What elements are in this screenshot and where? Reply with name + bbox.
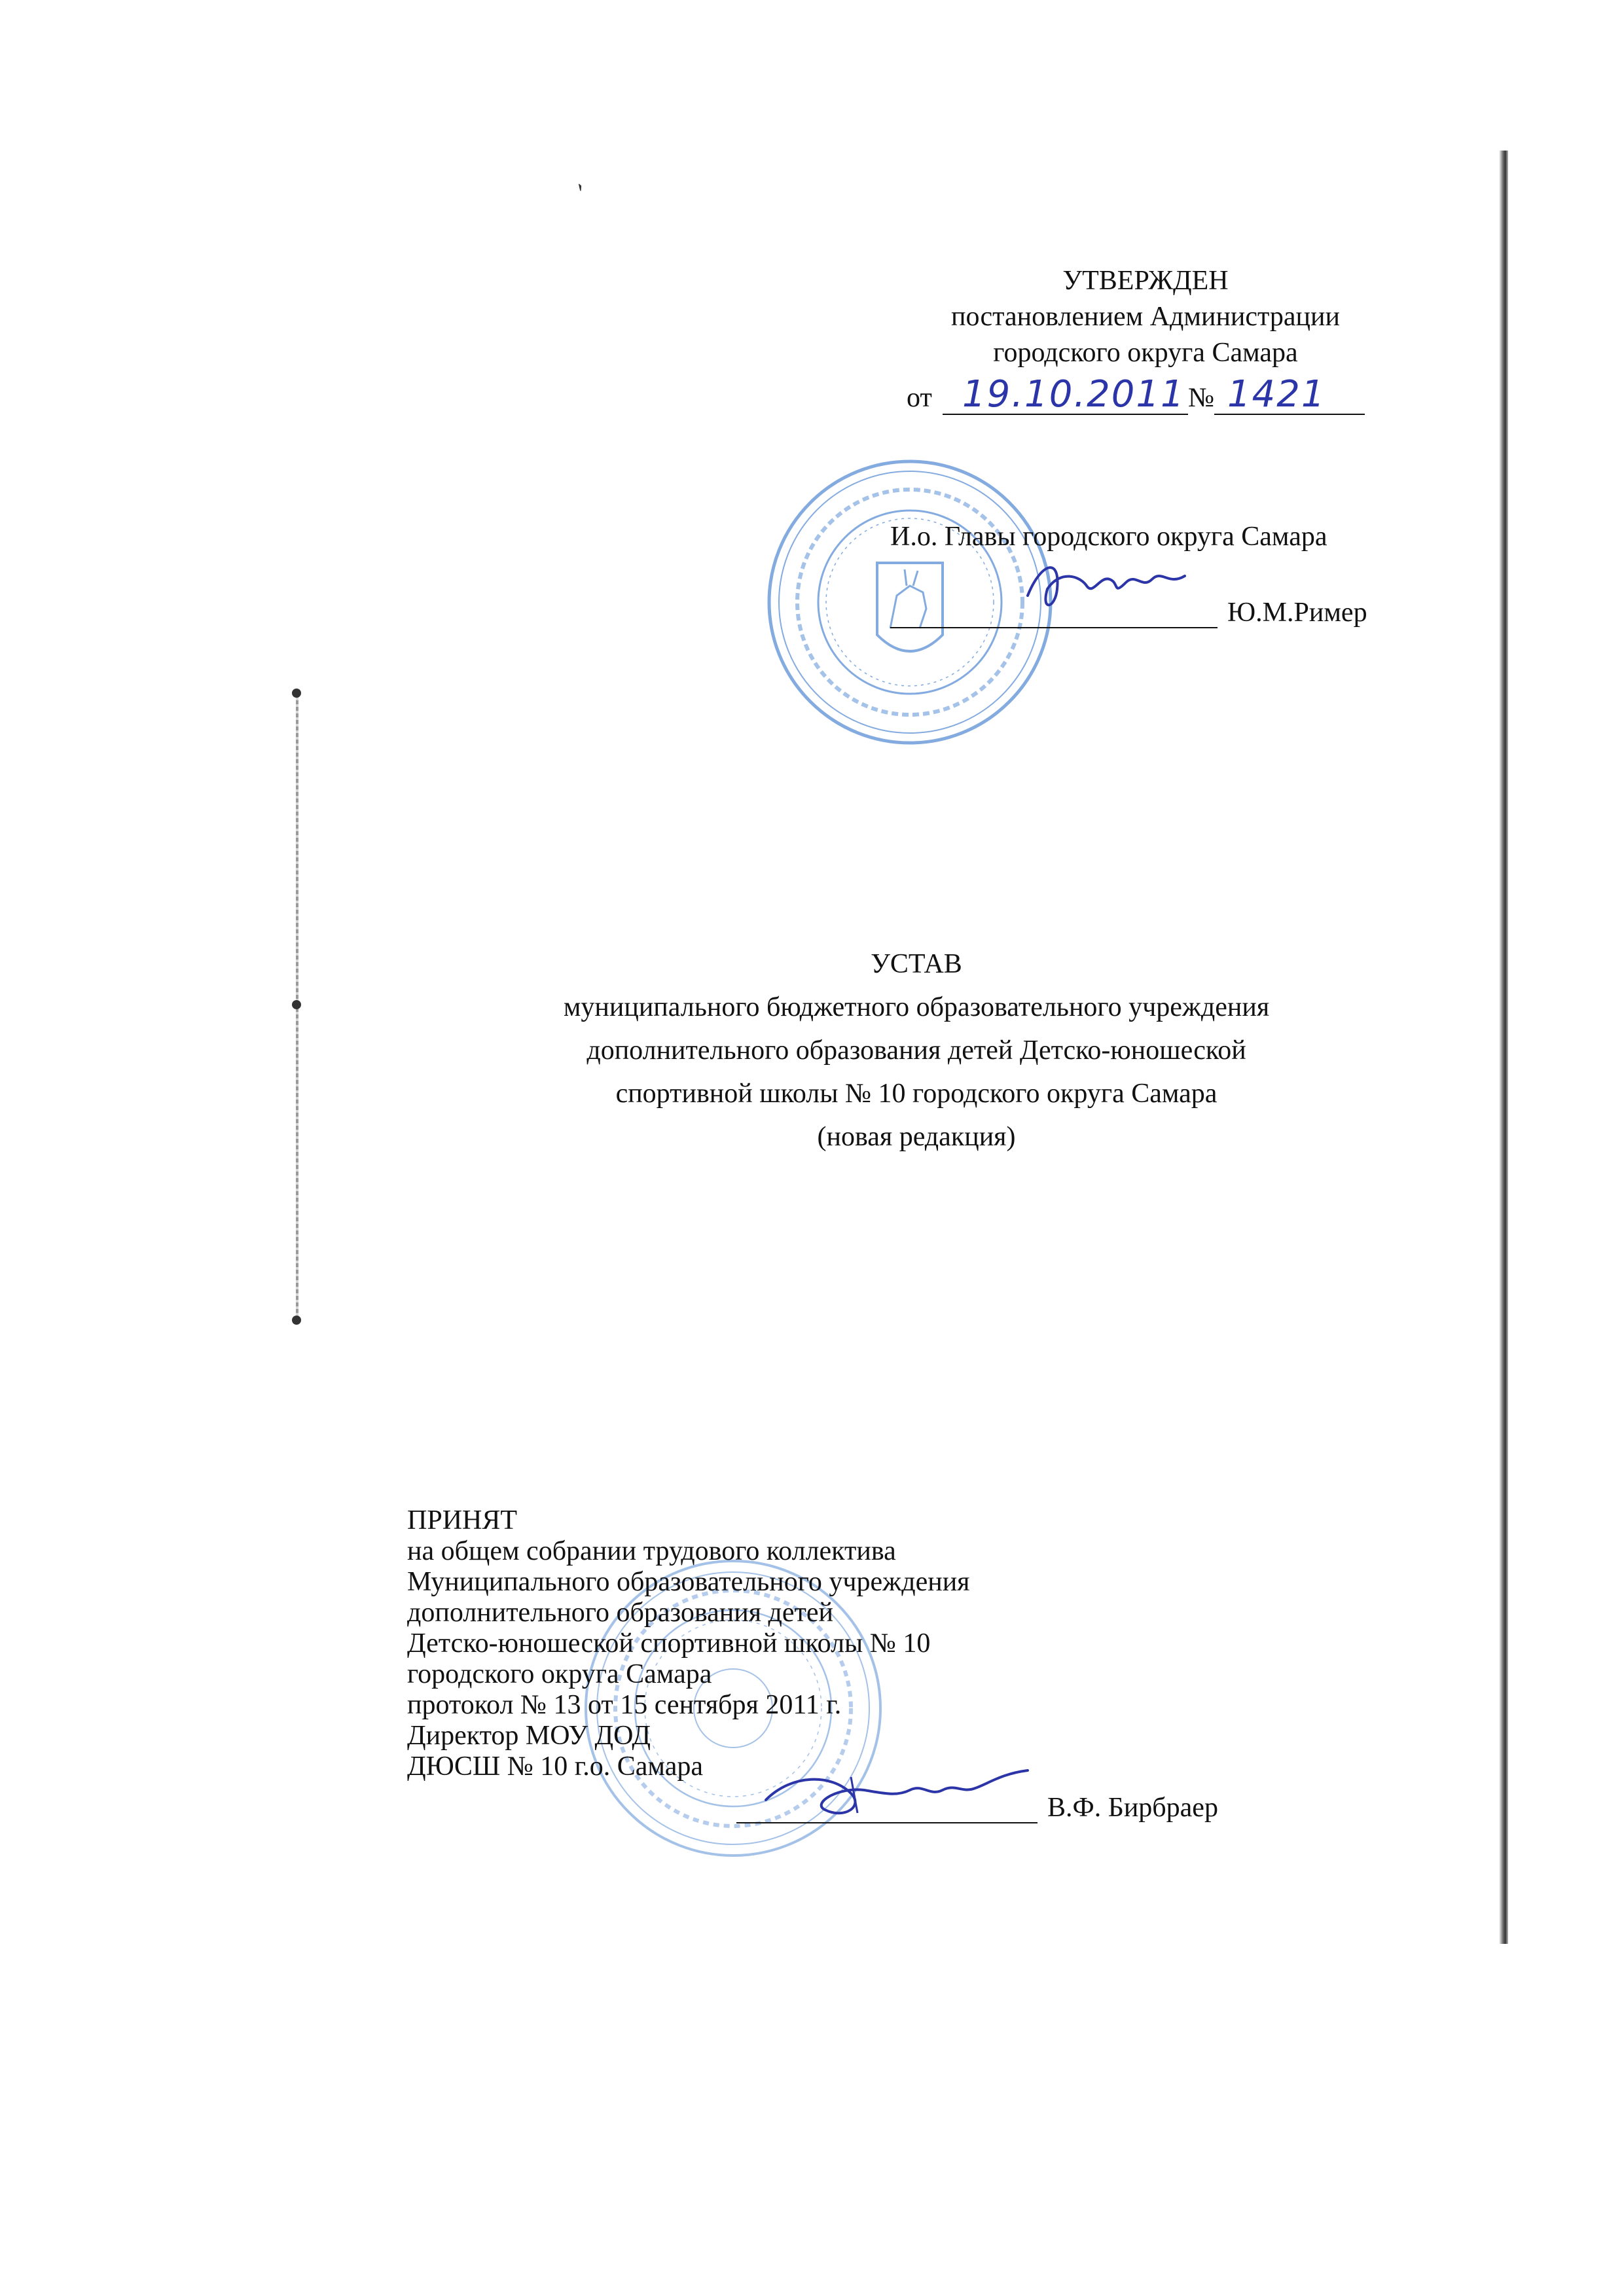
approval-line-1: постановлением Администрации: [951, 302, 1340, 332]
date-label: от: [907, 383, 932, 413]
charter-line-3: спортивной школы № 10 городского округа Самара: [615, 1079, 1218, 1109]
scan-mark: `: [560, 178, 589, 210]
charter-line-1: муниципального бюджетного образовательного учреждения: [563, 992, 1270, 1022]
charter-line-4: (новая редакция): [817, 1122, 1016, 1152]
signature-line-2: [736, 1822, 1038, 1823]
accepted-line: протокол № 13 от 15 сентября 2011 г.: [407, 1690, 842, 1720]
accepted-org-short: ДЮСШ № 10 г.о. Самара: [407, 1751, 703, 1782]
approval-date-line: [907, 373, 1365, 419]
charter-title: УСТАВ: [871, 949, 962, 979]
accepted-line: Детско-юношеской спортивной школы № 10: [407, 1628, 931, 1659]
accepted-line: Директор МОУ ДОД: [407, 1721, 651, 1751]
approval-heading: УТВЕРЖДЕН: [1062, 266, 1229, 296]
official-seal-stamp: [759, 452, 1060, 753]
accepted-line: на общем собрании трудового коллектива: [407, 1536, 896, 1566]
binding-knot-bottom: [292, 1316, 301, 1325]
accepted-line: городского округа Самара: [407, 1659, 712, 1689]
approval-line-2: городского округа Самара: [993, 338, 1298, 368]
signature-line-1: [890, 627, 1218, 628]
binding-knot-top: [292, 689, 301, 698]
binding-knot-middle: [292, 1000, 301, 1009]
handwritten-signature-1: [1021, 550, 1191, 622]
acting-head-title: И.о. Главы городского округа Самара: [890, 522, 1327, 552]
approval-block: [851, 263, 1440, 371]
signer-name-1: Ю.М.Ример: [1227, 598, 1367, 628]
accepted-line: Муниципального образовательного учреждения: [407, 1567, 970, 1597]
handwritten-number: 1421: [1227, 373, 1326, 416]
number-label: №: [1188, 383, 1215, 413]
handwritten-date: 19.10.2011: [962, 373, 1185, 416]
accepted-line: дополнительного образования детей: [407, 1598, 833, 1628]
scan-page-edge: [1499, 151, 1508, 1944]
accepted-heading: ПРИНЯТ: [407, 1505, 518, 1535]
charter-line-2: дополнительного образования детей Детско-юношеской: [586, 1035, 1246, 1066]
charter-title-block: [458, 942, 1375, 1158]
handwritten-signature-2: [753, 1761, 1041, 1826]
signer-name-2: В.Ф. Бирбраер: [1047, 1793, 1218, 1823]
accepted-block: [407, 1505, 969, 1782]
